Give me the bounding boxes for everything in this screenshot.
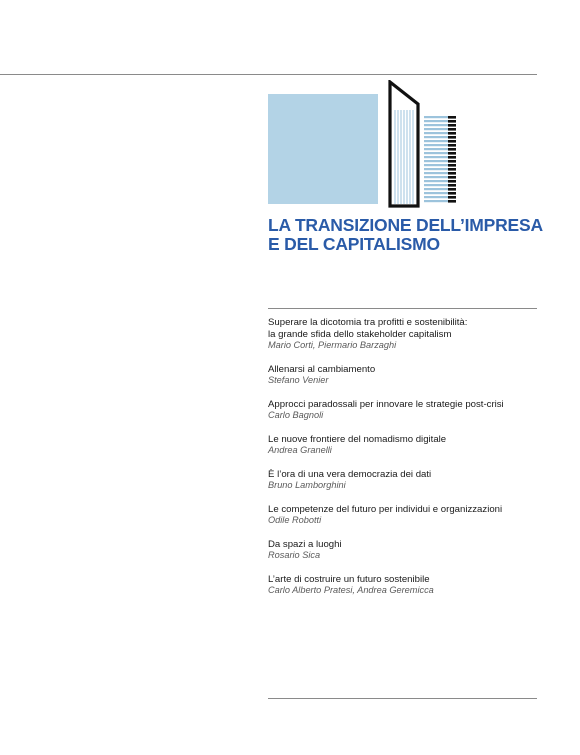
building-stripe-light <box>424 128 448 130</box>
toc-entry[interactable] <box>268 469 540 492</box>
building-stripe-dark <box>448 144 456 147</box>
building-striped <box>424 116 456 203</box>
building-stripe-light <box>424 168 448 170</box>
entry-authors: Odile Robotti <box>268 515 322 525</box>
building-stripe-dark <box>448 192 456 195</box>
building-stripe-light <box>424 188 448 190</box>
building-stripe-dark <box>448 148 456 151</box>
building-stripe-dark <box>448 132 456 135</box>
building-stripe-dark <box>448 140 456 143</box>
section-title-line-2: E DEL CAPITALISMO <box>268 234 440 254</box>
section-title <box>268 215 543 254</box>
building-stripe-dark <box>448 176 456 179</box>
building-stripe-dark <box>448 116 456 119</box>
toc-entry[interactable] <box>268 317 540 352</box>
building-stripe-light <box>424 132 448 134</box>
building-stripe-dark <box>448 164 456 167</box>
entry-title: È l’ora di una vera democrazia dei dati <box>268 468 432 480</box>
entry-authors: Carlo Alberto Pratesi, Andrea Geremicca <box>268 585 434 595</box>
building-stripe-light <box>424 176 448 178</box>
top-divider <box>0 74 537 75</box>
entry-title: la grande sfida dello stakeholder capitalism <box>268 328 452 340</box>
building-stripe-dark <box>448 136 456 139</box>
building-stripe-dark <box>448 120 456 123</box>
building-stripe-light <box>424 156 448 158</box>
building-stripe-light <box>424 200 448 202</box>
building-stripe-dark <box>448 196 456 199</box>
building-stripe-light <box>424 140 448 142</box>
building-stripe-dark <box>448 188 456 191</box>
toc-top-divider <box>268 308 537 309</box>
toc-entry[interactable] <box>268 504 540 527</box>
building-stripe-light <box>424 116 448 118</box>
building-stripe-dark <box>448 184 456 187</box>
building-stripe-dark <box>448 128 456 131</box>
building-stripe-light <box>424 152 448 154</box>
building-stripe-dark <box>448 200 456 203</box>
building-stripe-light <box>424 164 448 166</box>
bottom-divider <box>268 698 537 699</box>
entry-title: Approcci paradossali per innovare le strategie post-crisi <box>268 398 504 410</box>
building-stripe-dark <box>448 168 456 171</box>
entry-authors: Bruno Lamborghini <box>268 480 346 490</box>
toc-entry[interactable] <box>268 574 540 597</box>
section-title-line-1: LA TRANSIZIONE DELL’IMPRESA <box>268 215 543 235</box>
building-stripe-light <box>424 184 448 186</box>
building-stripe-dark <box>448 152 456 155</box>
building-stripe-light <box>424 136 448 138</box>
entry-title: Le competenze del futuro per individui e organizzazioni <box>268 503 503 515</box>
toc-entry[interactable] <box>268 364 540 387</box>
entry-title: Allenarsi al cambiamento <box>268 363 376 375</box>
entry-title: Le nuove frontiere del nomadismo digitale <box>268 433 447 445</box>
building-stripe-dark <box>448 156 456 159</box>
building-stripe-dark <box>448 160 456 163</box>
building-stripe-light <box>424 196 448 198</box>
building-stripe-light <box>424 120 448 122</box>
buildings-icon <box>268 80 468 210</box>
building-stripe-dark <box>448 172 456 175</box>
building-stripe-light <box>424 192 448 194</box>
toc-entry[interactable] <box>268 399 540 422</box>
entry-authors: Carlo Bagnoli <box>268 410 324 420</box>
building-stripe-light <box>424 172 448 174</box>
building-tower-hatching <box>395 110 413 204</box>
entry-authors: Mario Corti, Piermario Barzaghi <box>268 340 397 350</box>
table-of-contents <box>268 317 540 609</box>
building-stripe-light <box>424 180 448 182</box>
entry-authors: Rosario Sica <box>268 550 321 560</box>
building-stripe-light <box>424 148 448 150</box>
building-stripe-dark <box>448 124 456 127</box>
toc-entry[interactable] <box>268 434 540 457</box>
toc-entry[interactable] <box>268 539 540 562</box>
entry-title: Superare la dicotomia tra profitti e sostenibilità: <box>268 317 468 328</box>
entry-authors: Stefano Venier <box>268 375 329 385</box>
entry-authors: Andrea Granelli <box>268 445 332 455</box>
entry-title: L’arte di costruire un futuro sostenibile <box>268 573 430 585</box>
building-block-large <box>268 94 378 204</box>
building-stripe-dark <box>448 180 456 183</box>
building-stripe-light <box>424 144 448 146</box>
building-stripe-light <box>424 160 448 162</box>
building-stripe-light <box>424 124 448 126</box>
entry-title: Da spazi a luoghi <box>268 538 342 550</box>
